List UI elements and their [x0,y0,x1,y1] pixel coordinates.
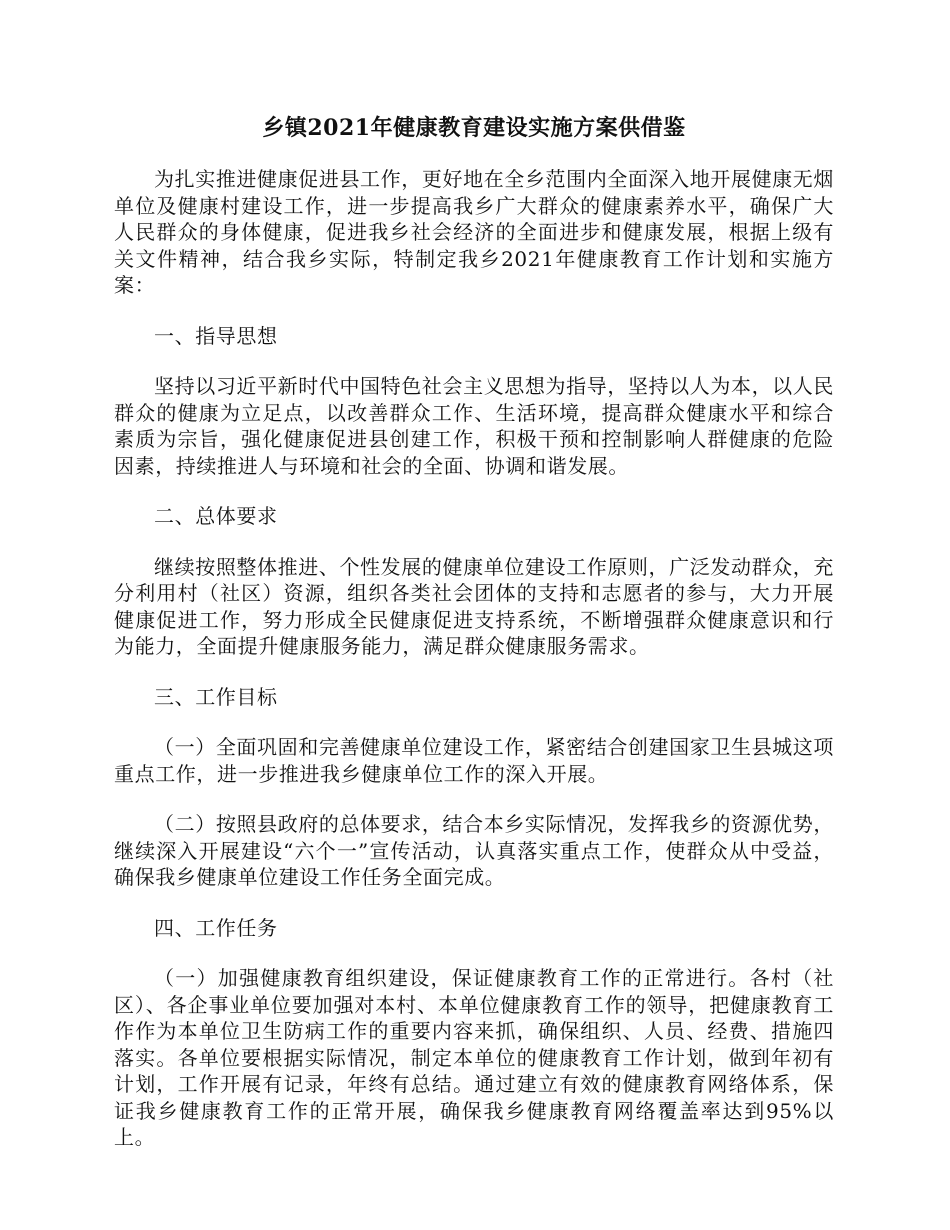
section-heading-guiding-ideology: 一、指导思想 [154,323,278,348]
document-title: 乡镇2021年健康教育建设实施方案供借鉴 [262,115,686,141]
section-heading-overall-requirements: 二、总体要求 [154,504,278,528]
section-paragraph: 继续按照整体推进、个性发展的健康单位建设工作原则，广泛发动群众，充分利用村（社区）资源，组织各类社会团体的支持和志愿者的参与，大力开展健康促进工作，努力形成全民健康促进支持系统，不断增强群众健康意识和行为能力，全面提升健康服务能力，满足群众健康服务需求。 [114,554,834,658]
section-paragraph: （二）按照县政府的总体要求，结合本乡实际情况，发挥我乡的资源优势，继续深入开展建设“六个一”宣传活动，认真落实重点工作，使群众从中受益，确保我乡健康单位建设工作任务全面完成。 [114,812,834,889]
section-paragraph: 坚持以习近平新时代中国特色社会主义思想为指导，坚持以人为本，以人民群众的健康为立足点，以改善群众工作、生活环境，提高群众健康水平和综合素质为宗旨，强化健康促进县创建工作，积极干预和控制影响人群健康的危险因素，持续推进人与环境和社会的全面、协调和谐发展。 [114,374,834,478]
section-heading-work-goals: 三、工作目标 [154,684,278,709]
intro-paragraph: 为扎实推进健康促进县工作，更好地在全乡范围内全面深入地开展健康无烟单位及健康村建设工作，进一步提高我乡广大群众的健康素养水平，确保广大人民群众的身体健康，促进我乡社会经济的全面进步和健康发展，根据上级有关文件精神，结合我乡实际，特制定我乡2021年健康教育工作计划和实施方案： [114,167,834,297]
section-paragraph: （一）全面巩固和完善健康单位建设工作，紧密结合创建国家卫生县城这项重点工作，进一步推进我乡健康单位工作的深入开展。 [114,735,834,786]
section-heading-work-tasks: 四、工作任务 [154,915,278,940]
section-paragraph: （一）加强健康教育组织建设，保证健康教育工作的正常进行。各村（社区）、各企事业单位要加强对本村、本单位健康教育工作的领导，把健康教育工作作为本单位卫生防病工作的重要内容来抓，确保组织、人员、经费、措施四落实。各单位要根据实际情况，制定本单位的健康教育工作计划，做到年初有计划，工作开展有记录，年终有总结。通过建立有效的健康教育网络体系，保证我乡健康教育工作的正常开展，确保我乡健康教育网络覆盖率达到95%以上。 [114,966,834,1149]
